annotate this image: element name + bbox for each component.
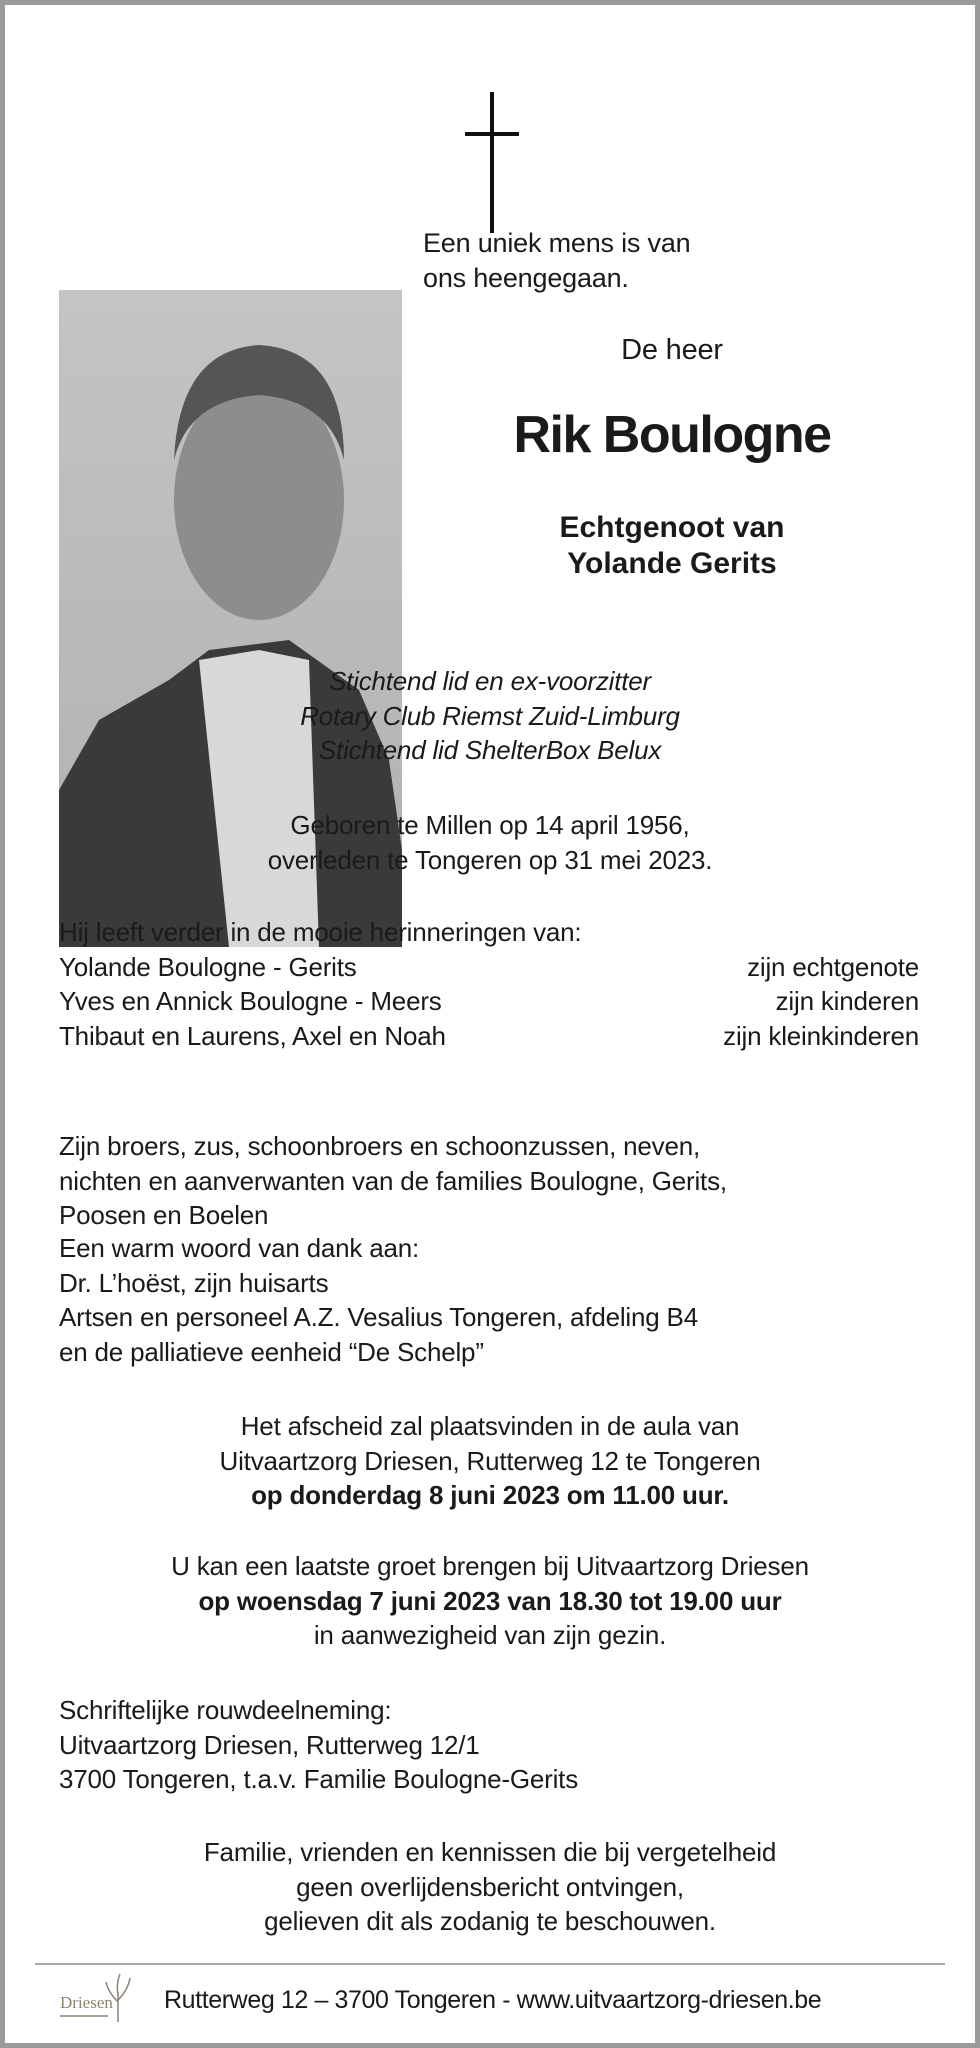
visit <box>0 1549 980 1653</box>
birth-death <box>0 808 980 877</box>
farewell <box>0 1409 980 1513</box>
condolence-line: Uitvaartzorg Driesen, Rutterweg 12/1 <box>59 1729 480 1760</box>
visit-line: in aanwezigheid van zijn gezin. <box>313 1620 667 1650</box>
intro-line: Een uniek mens is van <box>423 228 691 258</box>
relation: zijn echtgenote <box>747 951 919 982</box>
death-line: overleden te Tongeren op 31 mei 2023. <box>267 844 713 875</box>
closing-line: Familie, vrienden en kennissen die bij vergetelheid <box>203 1837 777 1867</box>
birth-line: Geboren te Millen op 14 april 1956, <box>290 810 690 840</box>
memories-row <box>59 950 919 985</box>
spouse-line: Yolande Gerits <box>567 547 777 580</box>
thanks-line: Artsen en personeel A.Z. Vesalius Tongeren, afdeling B4 <box>59 1302 698 1332</box>
svg-text:Driesen: Driesen <box>60 1993 113 2012</box>
memories-row <box>59 1019 919 1054</box>
title-prefix: De heer <box>621 334 723 366</box>
role-line: Rotary Club Riemst Zuid-Limburg <box>300 700 680 731</box>
memories <box>59 915 919 1053</box>
condolence <box>59 1693 578 1797</box>
visit-line: U kan een laatste groet brengen bij Uitvaartzorg Driesen <box>171 1551 809 1581</box>
intro-line: ons heengegaan. <box>423 262 629 293</box>
relative-name: Yolande Boulogne - Gerits <box>59 951 357 982</box>
role-line: Stichtend lid ShelterBox Belux <box>318 735 662 765</box>
farewell-line: Het afscheid zal plaatsvinden in de aula van <box>240 1411 740 1441</box>
farewell-line: Uitvaartzorg Driesen, Rutterweg 12 te Tongeren <box>219 1445 761 1476</box>
thanks <box>59 1231 698 1369</box>
family-line: nichten en aanverwanten van de families Boulogne, Gerits, <box>59 1165 727 1196</box>
spouse-text <box>402 510 942 582</box>
spouse-line: Echtgenoot van <box>559 511 785 544</box>
driesen-logo <box>58 1972 142 2028</box>
closing <box>0 1835 980 1939</box>
thanks-line: en de palliatieve eenheid “De Schelp” <box>59 1336 484 1367</box>
family <box>59 1129 727 1233</box>
thanks-line: Dr. L’hoëst, zijn huisarts <box>59 1267 329 1298</box>
thanks-line: Een warm woord van dank aan: <box>59 1233 420 1263</box>
intro-text <box>423 226 690 295</box>
roles <box>0 664 980 768</box>
condolence-line: 3700 Tongeren, t.a.v. Familie Boulogne-Gerits <box>59 1764 578 1794</box>
family-line: Zijn broers, zus, schoonbroers en schoonzussen, neven, <box>59 1131 701 1161</box>
deceased-name: Rik Boulogne <box>513 406 831 464</box>
condolence-line: Schriftelijke rouwdeelneming: <box>59 1695 392 1725</box>
memories-heading: Hij leeft verder in de mooie herinneringen van: <box>59 917 582 947</box>
relation: zijn kinderen <box>775 986 919 1016</box>
role-line: Stichtend lid en ex-voorzitter <box>328 666 652 696</box>
family-line: Poosen en Boelen <box>59 1200 269 1230</box>
footer-address: Rutterweg 12 – 3700 Tongeren - www.uitvaartzorg-driesen.be <box>164 1986 822 2014</box>
farewell-date: op donderdag 8 juni 2023 om 11.00 uur. <box>251 1480 729 1510</box>
closing-line: geen overlijdensbericht ontvingen, <box>296 1871 684 1902</box>
relation: zijn kleinkinderen <box>723 1020 919 1051</box>
closing-line: gelieven dit als zodanig te beschouwen. <box>264 1906 716 1936</box>
relative-name: Yves en Annick Boulogne - Meers <box>59 986 442 1016</box>
memories-row <box>59 984 919 1019</box>
visit-date: op woensdag 7 juni 2023 van 18.30 tot 19.00 uur <box>198 1585 782 1616</box>
footer-divider <box>35 1963 945 1965</box>
relative-name: Thibaut en Laurens, Axel en Noah <box>59 1020 446 1051</box>
